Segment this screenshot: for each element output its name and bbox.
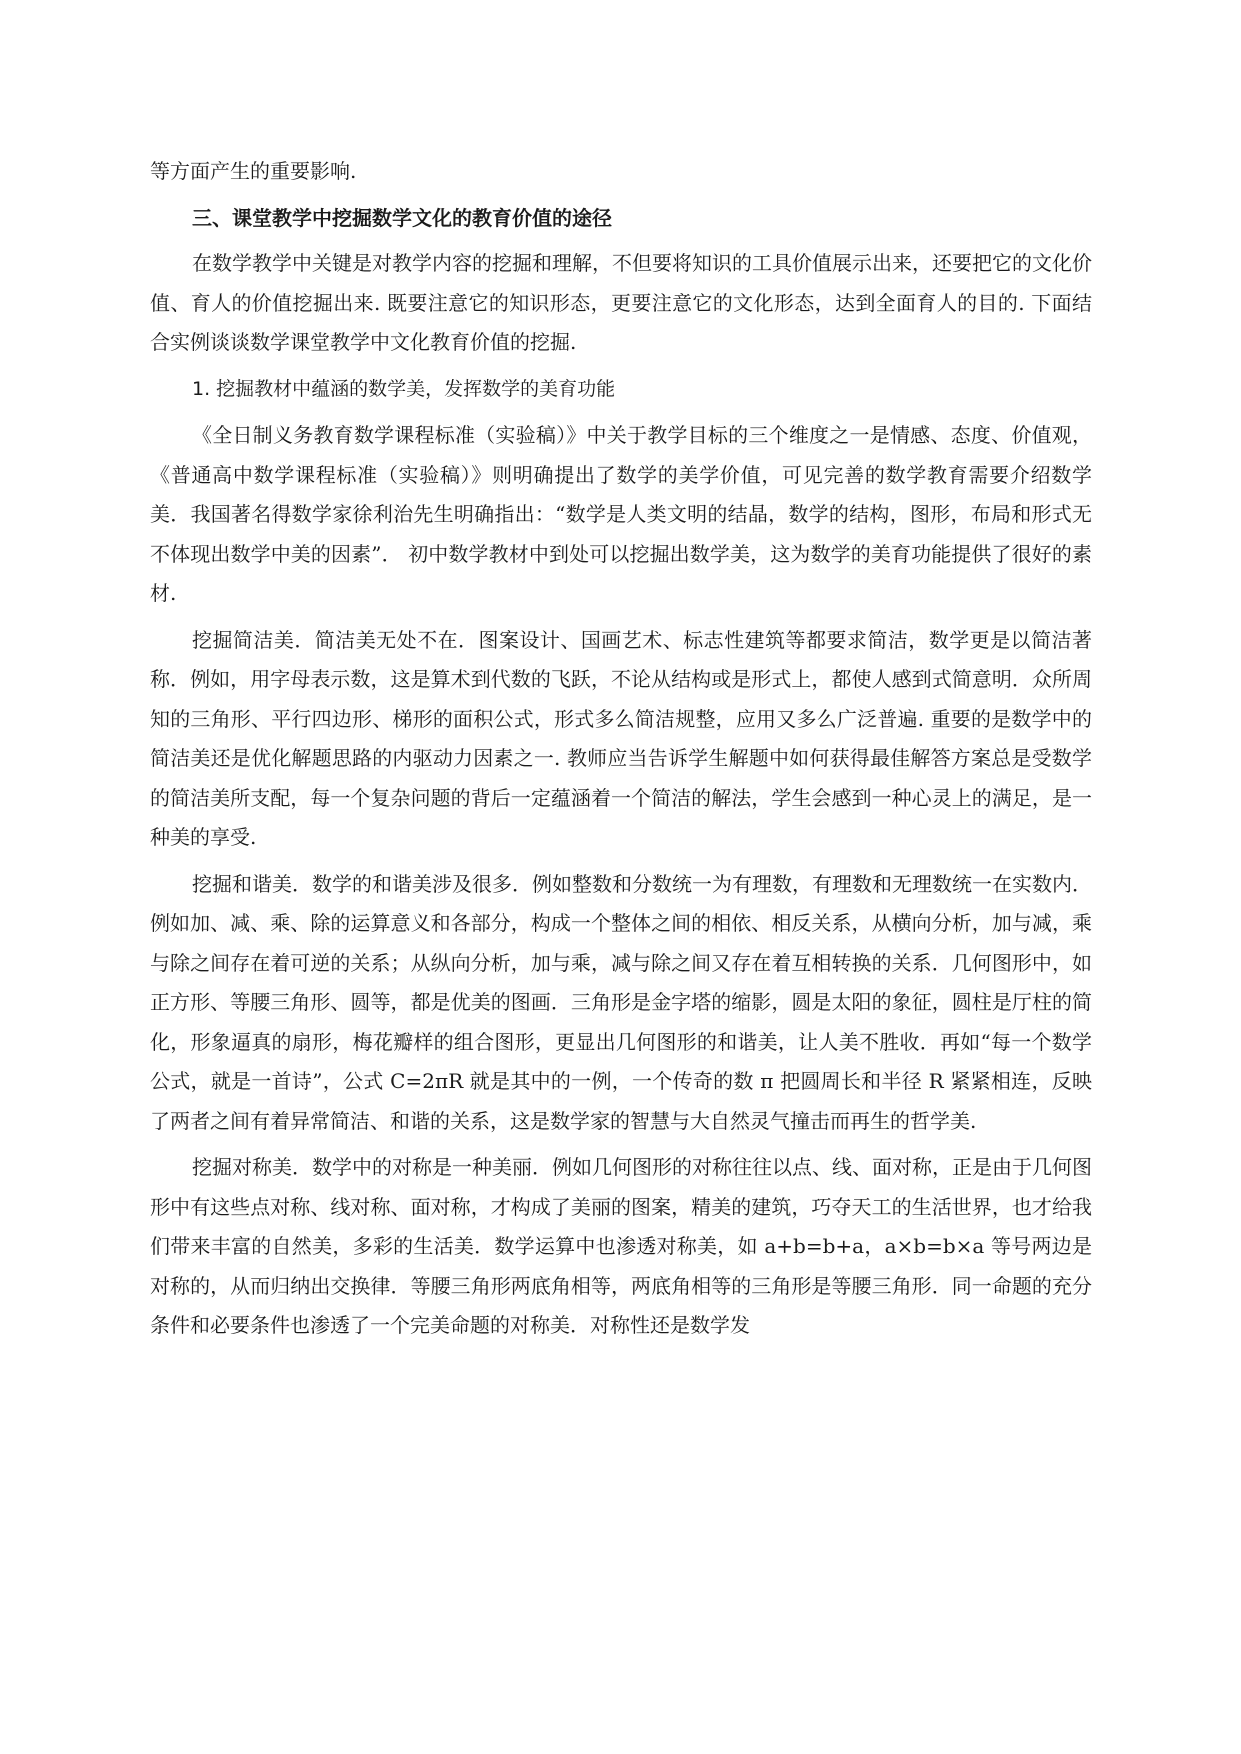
section-heading: 三、课堂教学中挖掘数学文化的教育价值的途径 [192,205,612,230]
paragraph-symmetry-beauty: 挖掘对称美．数学中的对称是一种美丽．例如几何图形的对称往往以点、线、面对称，正是由于几何图形中有这些点对称、线对称、面对称，才构成了美丽的图案，精美的建筑，巧夺天工的生活世界，也才给我们带来丰富的自然美，多彩的生活美．数学运算中也渗透对称美，如 a+b=b+a，a×b=b×a 等号两边是对称的，从而归纳出交换律．等腰三角形两底角相等，两底角相等的三角形是等腰三角形．同一命题的充分条件和必要条件也渗透了一个完美命题的对称美．对称性还是数学发 [150,1155,1092,1337]
paragraph-curriculum-standard: 《全日制义务教育数学课程标准（实验稿）》中关于教学目标的三个维度之一是情感、态度、价值观，《普通高中数学课程标准（实验稿）》则明确提出了数学的美学价值，可见完善的数学教育需要介绍数学美．我国著名得数学家徐利治先生明确指出：“数学是人类文明的结晶，数学的结构，图形，布局和形式无不体现出数学中美的因素”． 初中数学教材中到处可以挖掘出数学美，这为数学的美育功能提供了很好的素材. [150,423,1092,605]
paragraph-continuation: 等方面产生的重要影响. [150,159,357,183]
paragraph-simplicity-beauty: 挖掘简洁美．简洁美无处不在．图案设计、国画艺术、标志性建筑等都要求简洁，数学更是以简洁著称．例如，用字母表示数，这是算术到代数的飞跃，不论从结构或是形式上，都使人感到式简意明．众所周知的三角形、平行四边形、梯形的面积公式，形式多么简洁规整，应用又多么广泛普遍. 重要的是数学中的简洁美还是优化解题思路的内驱动力因素之一. 教师应当告诉学生解题中如何获得最佳解答方案总是受数学的简洁美所支配，每一个复杂问题的背后一定蕴涵着一个简洁的解法，学生会感到一种心灵上的满足，是一种美的享受. [150,627,1092,849]
document-page [150,152,1092,1353]
subsection-heading: 1. 挖掘教材中蕴涵的数学美，发挥数学的美育功能 [192,377,616,400]
paragraph-intro: 在数学教学中关键是对教学内容的挖掘和理解，不但要将知识的工具价值展示出来，还要把它的文化价值、育人的价值挖掘出来. 既要注意它的知识形态，更要注意它的文化形态，达到全面育人的目的. 下面结合实例谈谈数学课堂教学中文化教育价值的挖掘. [150,251,1092,354]
paragraph-harmony-beauty: 挖掘和谐美．数学的和谐美涉及很多．例如整数和分数统一为有理数，有理数和无理数统一在实数内．例如加、减、乘、除的运算意义和各部分，构成一个整体之间的相依、相反关系，从横向分析，加与减，乘与除之间存在着可逆的关系；从纵向分析，加与乘，减与除之间又存在着互相转换的关系．几何图形中，如正方形、等腰三角形、圆等，都是优美的图画．三角形是金字塔的缩影，圆是太阳的象征，圆柱是厅柱的简化，形象逼真的扇形，梅花瓣样的组合图形，更显出几何图形的和谐美，让人美不胜收．再如“每一个数学公式，就是一首诗”，公式 C=2πR 就是其中的一例，一个传奇的数 π 把圆周长和半径 R 紧紧相连，反映了两者之间有着异常简洁、和谐的关系，这是数学家的智慧与大自然灵气撞击而再生的哲学美. [150,871,1092,1133]
